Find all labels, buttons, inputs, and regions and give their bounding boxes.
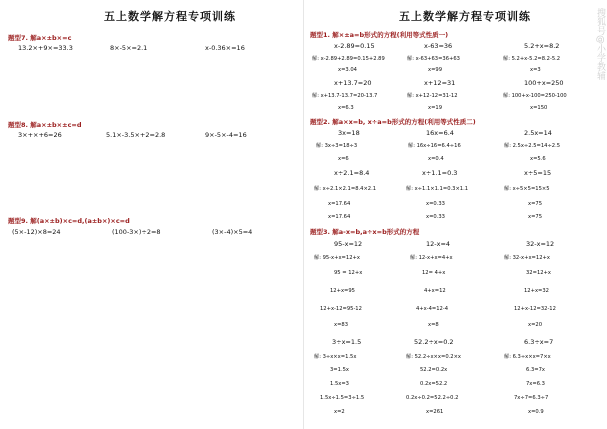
t3-col2-step-6: 52.2=0.2x (420, 367, 448, 373)
t3-col3-step-7: 7x=6.3 (526, 381, 545, 387)
equation-7-1: 13.2×+9×=33.3 (18, 44, 73, 52)
t3-col2-step-8: 0.2x÷0.2=52.2÷0.2 (406, 395, 459, 401)
t3-col2-answer-b: x=261 (426, 409, 444, 415)
heading-type-9: 题型9. 解(a×±b)×c=d,(a±b×)×c=d (8, 217, 130, 225)
equation-9-1: (5×-12)×8=24 (12, 228, 61, 236)
t3-col1-step-6: 3=1.5x (330, 367, 349, 373)
t2-col1-step-a: 解: 3x÷3=18÷3 (316, 143, 358, 149)
heading-type-1: 题型1. 解×±a=b形式的方程(利用等式性质一) (310, 31, 449, 39)
t1-col2-problem-a: x-63=36 (424, 42, 453, 50)
t3-col3-step-4: 12+x-12=32-12 (514, 306, 556, 312)
t3-col3-step-8: 7x÷7=6.3÷7 (514, 395, 549, 401)
t2-col3-problem-a: 2.5x=14 (524, 129, 552, 137)
t3-col2-answer-a: x=8 (428, 322, 439, 328)
t1-col2-step-b: 解: x+12-12=31-12 (407, 93, 458, 99)
t1-col1-answer-b: x=6.3 (338, 105, 354, 111)
t3-col1-step-2: 95 = 12+x (334, 270, 363, 276)
t1-col2-problem-b: x+12=31 (424, 79, 456, 87)
t3-col1-step-7: 1.5x=3 (330, 381, 349, 387)
equation-8-2: 5.1×-3.5×+2=2.8 (106, 131, 166, 139)
t3-col2-step-5: 解: 52.2÷x×x=0.2×x (406, 354, 461, 360)
watermark: 搜狐号@小学教辅 (595, 8, 605, 80)
t3-col1-step-8: 1.5x÷1.5=3÷1.5 (320, 395, 365, 401)
t2-col3-step-b: 解: x÷5×5=15×5 (504, 186, 550, 192)
t2-col2-step-b: 解: x÷1.1×1.1=0.3×1.1 (406, 186, 469, 192)
t1-col3-answer-a: x=3 (530, 67, 541, 73)
t2-col3-answer-b-repeat: x=75 (528, 214, 543, 220)
t2-col1-answer-a: x=6 (338, 156, 349, 162)
equation-7-2: 8×-5×=2.1 (110, 44, 148, 52)
t3-col3-step-5: 解: 6.3÷x×x=7×x (504, 354, 551, 360)
t3-col2-problem-b: 52.2÷x=0.2 (414, 338, 454, 346)
t1-col1-step-a: 解: x-2.89+2.89=0.15+2.89 (312, 56, 385, 62)
t2-col1-problem-a: 3x=18 (338, 129, 360, 137)
t3-col1-problem-b: 3÷x=1.5 (332, 338, 362, 346)
t2-col1-answer-b: x=17.64 (328, 201, 351, 207)
t1-col3-step-a: 解: 5.2+x-5.2=8.2-5.2 (503, 56, 561, 62)
t2-col3-step-a: 解: 2.5x÷2.5=14÷2.5 (504, 143, 561, 149)
t2-col2-problem-a: 16x=6.4 (426, 129, 454, 137)
t2-col1-problem-b: x÷2.1=8.4 (334, 169, 370, 177)
t2-col2-answer-b: x=0.33 (426, 201, 445, 207)
t2-col1-answer-b-repeat: x=17.64 (328, 214, 351, 220)
equation-8-3: 9×-5×-4=16 (205, 131, 247, 139)
t3-col3-answer-a: x=20 (528, 322, 543, 328)
right-worksheet-page (304, 0, 607, 429)
t2-col2-answer-b-repeat: x=0.33 (426, 214, 445, 220)
t3-col2-step-3: 4+x=12 (424, 288, 446, 294)
t3-col3-step-2: 32=12+x (526, 270, 551, 276)
t1-col1-step-b: 解: x+13.7-13.7=20-13.7 (312, 93, 378, 99)
t1-col3-answer-b: x=150 (530, 105, 548, 111)
t3-col1-step-3: 12+x=95 (330, 288, 355, 294)
heading-type-7: 题型7. 解a×±b×=c (8, 34, 72, 42)
t3-col3-step-1: 解: 32-x+x=12+x (504, 255, 550, 261)
t3-col3-step-3: 12+x=32 (524, 288, 549, 294)
t2-col3-answer-b: x=75 (528, 201, 543, 207)
t2-col2-step-a: 解: 16x÷16=6.4÷16 (408, 143, 461, 149)
equation-9-3: (3×-4)×5=4 (212, 228, 253, 236)
t3-col3-answer-b: x=0.9 (528, 409, 544, 415)
t2-col1-step-b: 解: x÷2.1×2.1=8.4×2.1 (314, 186, 377, 192)
t1-col1-problem-b: x+13.7=20 (334, 79, 372, 87)
equation-8-1: 3×+×+6=26 (18, 131, 62, 139)
left-page-title: 五上数学解方程专项训练 (104, 10, 236, 23)
t1-col1-problem-a: x-2.89=0.15 (334, 42, 375, 50)
t3-col1-problem-a: 95-x=12 (334, 240, 363, 248)
equation-9-2: (100-3×)÷2=8 (112, 228, 161, 236)
t2-col2-problem-b: x÷1.1=0.3 (422, 169, 458, 177)
t3-col1-answer-a: x=83 (334, 322, 349, 328)
t3-col3-problem-b: 6.3÷x=7 (524, 338, 554, 346)
t2-col2-answer-a: x=0.4 (428, 156, 444, 162)
left-worksheet-page (0, 0, 303, 429)
right-page-title: 五上数学解方程专项训练 (399, 10, 531, 23)
t1-col2-answer-b: x=19 (428, 105, 443, 111)
heading-type-8: 题型8. 解a×±b×±c=d (8, 121, 82, 129)
t1-col1-answer-a: x=3.04 (338, 67, 357, 73)
heading-type-3: 题型3. 解a-x=b,a÷x=b形式的方程 (310, 228, 420, 236)
t3-col1-answer-b: x=2 (334, 409, 345, 415)
equation-7-3: x-0.36×=16 (205, 44, 245, 52)
t1-col2-answer-a: x=99 (428, 67, 443, 73)
t3-col2-problem-a: 12-x=4 (426, 240, 451, 248)
t3-col1-step-1: 解: 95-x+x=12+x (314, 255, 360, 261)
t3-col1-step-4: 12+x-12=95-12 (320, 306, 362, 312)
heading-type-2: 题型2. 解a×x=b, x÷a=b形式的方程(利用等式性质二) (310, 118, 476, 126)
t3-col3-step-6: 6.3=7x (526, 367, 545, 373)
t3-col2-step-1: 解: 12-x+x=4+x (410, 255, 453, 261)
t3-col1-step-5: 解: 3÷x×x=1.5x (314, 354, 357, 360)
t2-col3-problem-b: x÷5=15 (524, 169, 552, 177)
t2-col3-answer-a: x=5.6 (530, 156, 546, 162)
t1-col2-step-a: 解: x-63+63=36+63 (407, 56, 460, 62)
t1-col3-step-b: 解: 100+x-100=250-100 (503, 93, 567, 99)
t3-col2-step-4: 4+x-4=12-4 (416, 306, 449, 312)
t3-col2-step-7: 0.2x=52.2 (420, 381, 448, 387)
t3-col3-problem-a: 32-x=12 (526, 240, 555, 248)
t1-col3-problem-a: 5.2+x=8.2 (524, 42, 560, 50)
t1-col3-problem-b: 100+x=250 (524, 79, 564, 87)
t3-col2-step-2: 12= 4+x (422, 270, 446, 276)
